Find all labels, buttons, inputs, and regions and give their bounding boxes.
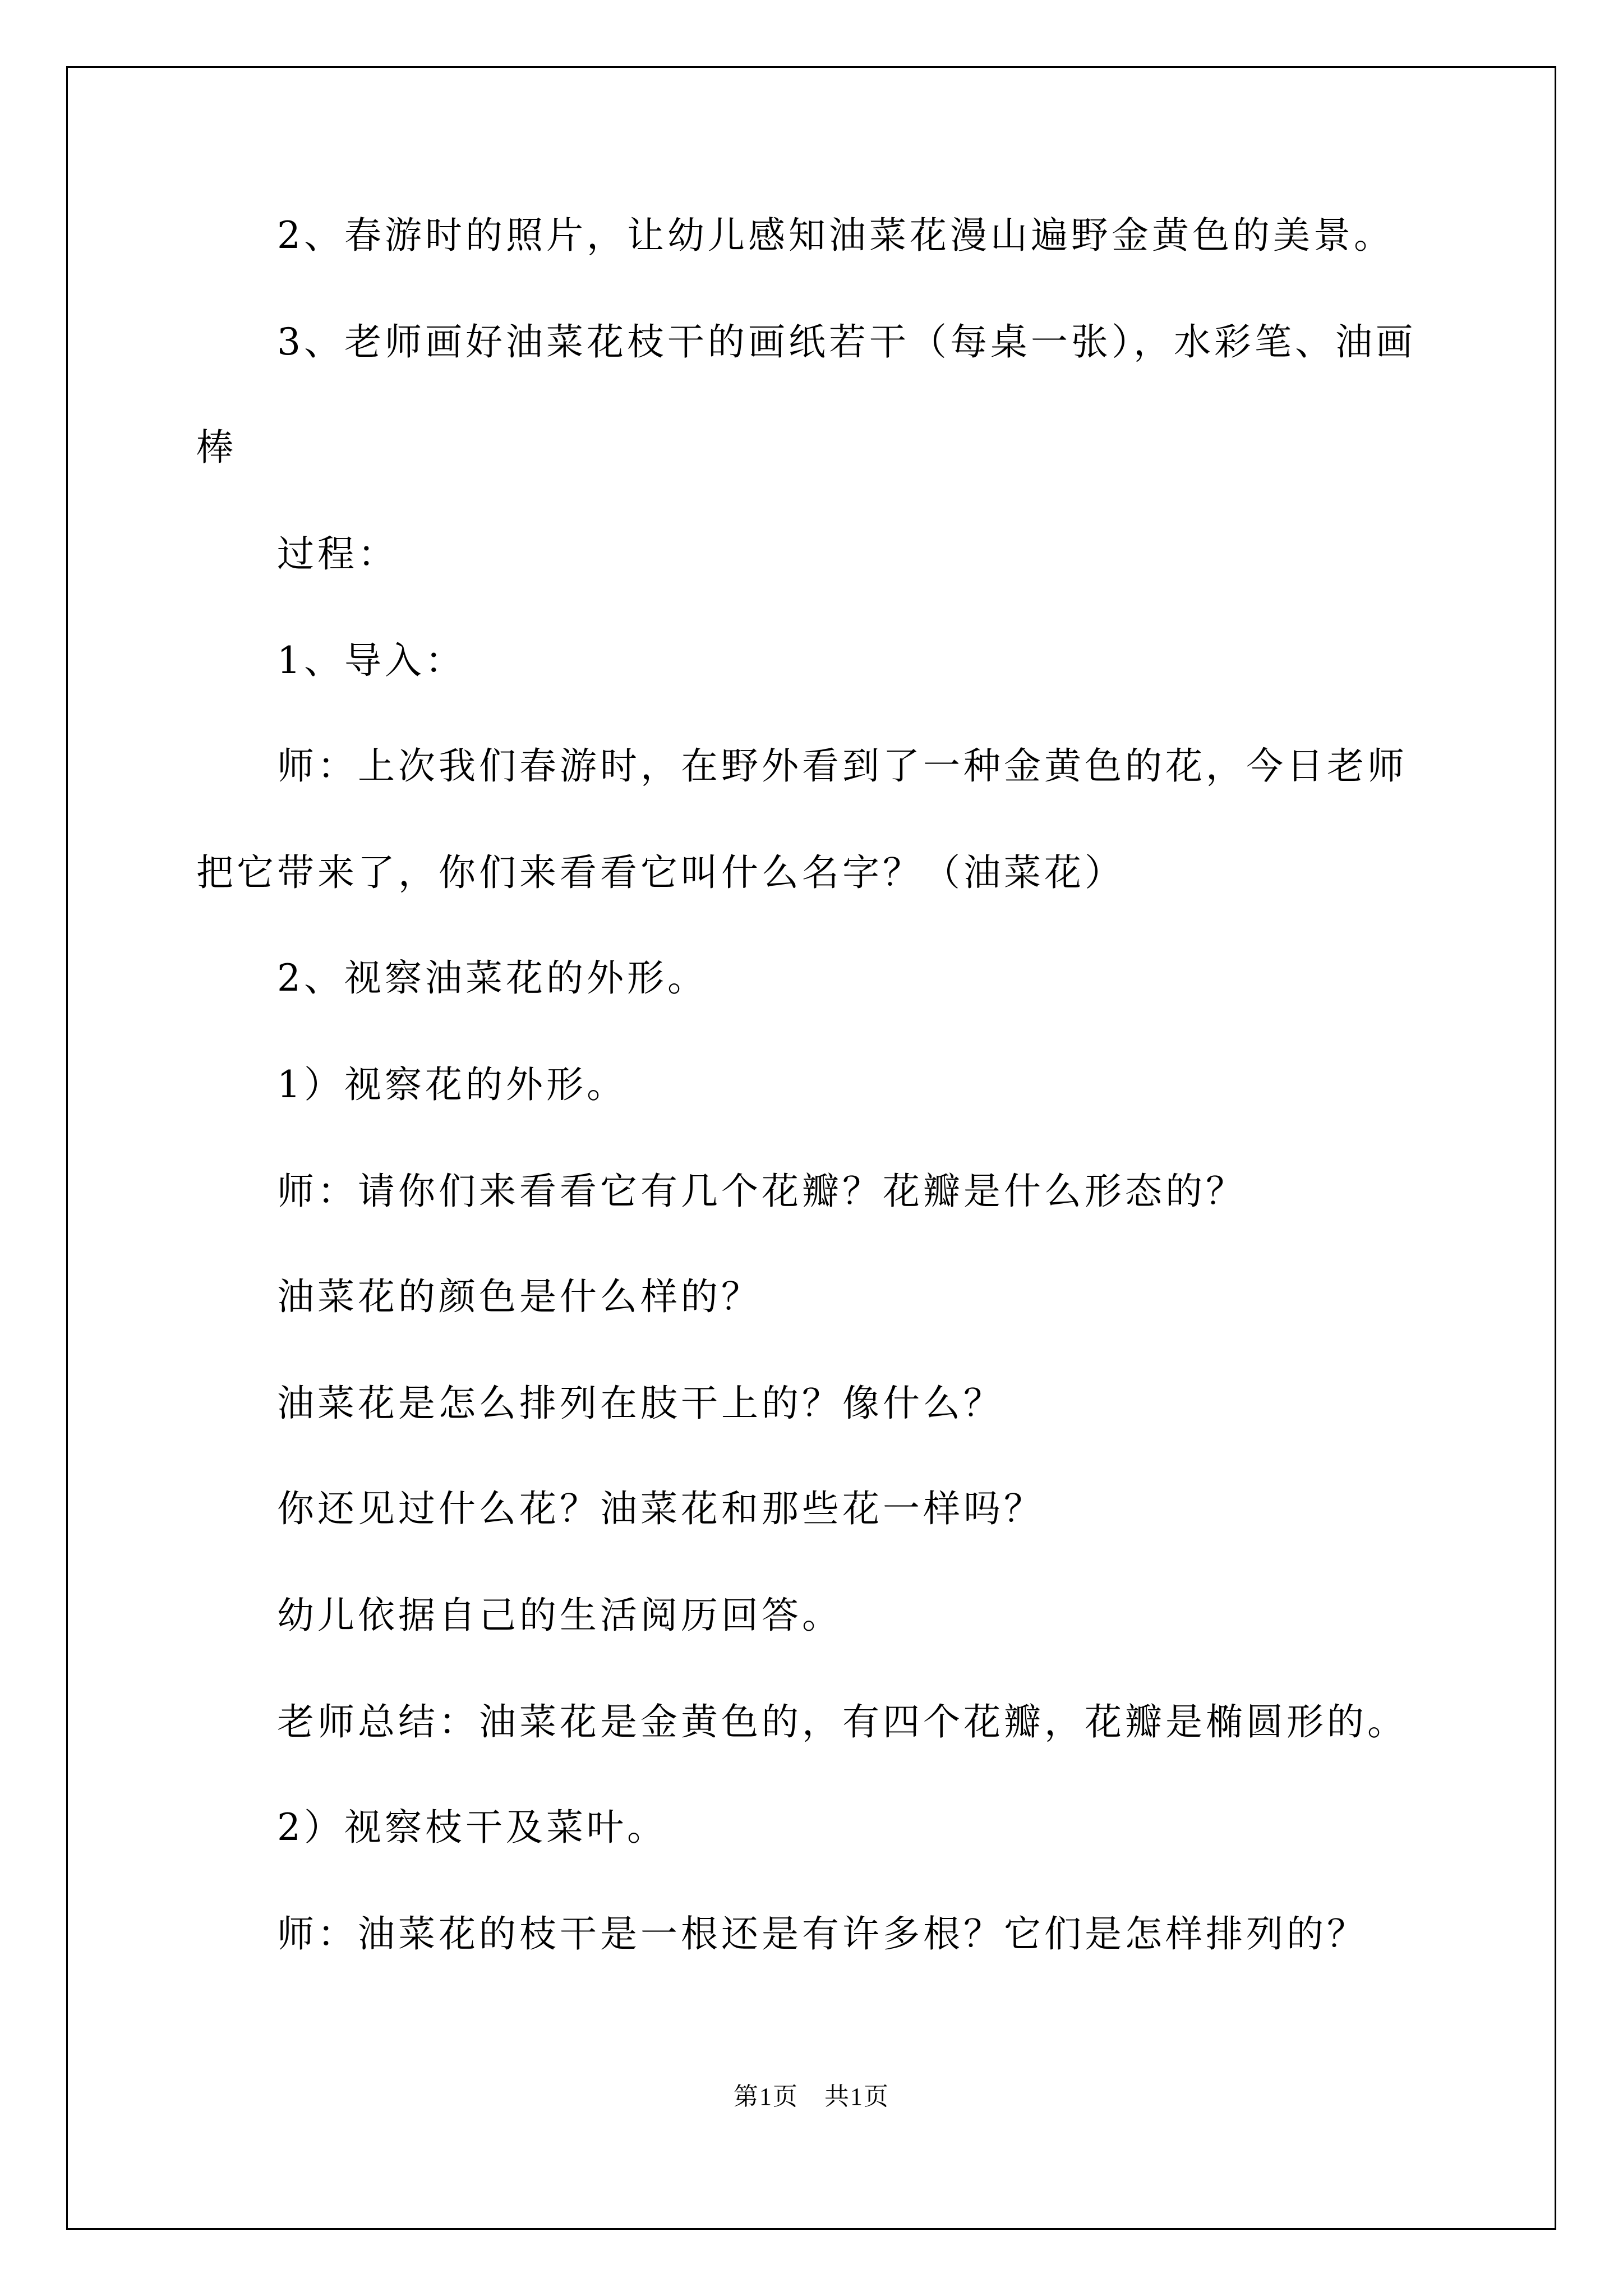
paragraph: 师：上次我们春游时，在野外看到了一种金黄色的花，今日老师 xyxy=(277,744,1408,788)
paragraph: 过程： xyxy=(277,532,398,576)
paragraph: 幼儿依据自己的生活阅历回答。 xyxy=(277,1594,842,1637)
paragraph-continuation: 棒 xyxy=(196,426,237,469)
page-number-footer: 第1页 共1页 xyxy=(734,2083,889,2110)
paragraph: 师：请你们来看看它有几个花瓣？花瓣是什么形态的？ xyxy=(277,1170,1246,1213)
page-border xyxy=(66,66,1556,2230)
paragraph: 2、视察油菜花的外形。 xyxy=(277,956,708,1000)
paragraph: 老师总结：油菜花是金黄色的，有四个花瓣，花瓣是椭圆形的。 xyxy=(277,1700,1408,1743)
paragraph: 你还见过什么花？油菜花和那些花一样吗？ xyxy=(277,1487,1044,1530)
paragraph: 1、导入： xyxy=(277,639,465,682)
paragraph: 油菜花是怎么排列在肢干上的？像什么？ xyxy=(277,1382,1004,1425)
paragraph: 师：油菜花的枝干是一根还是有许多根？它们是怎样排列的？ xyxy=(277,1912,1367,1955)
paragraph: 油菜花的颜色是什么样的？ xyxy=(277,1275,762,1318)
paragraph: 1）视察花的外形。 xyxy=(277,1063,627,1106)
paragraph-continuation: 把它带来了，你们来看看它叫什么名字？（油菜花） xyxy=(196,851,1125,894)
paragraph: 2、春游时的照片，让幼儿感知油菜花漫山遍野金黄色的美景。 xyxy=(277,214,1394,257)
paragraph: 2）视察枝干及菜叶。 xyxy=(277,1806,667,1849)
paragraph: 3、老师画好油菜花枝干的画纸若干（每桌一张），水彩笔、油画 xyxy=(277,320,1416,364)
